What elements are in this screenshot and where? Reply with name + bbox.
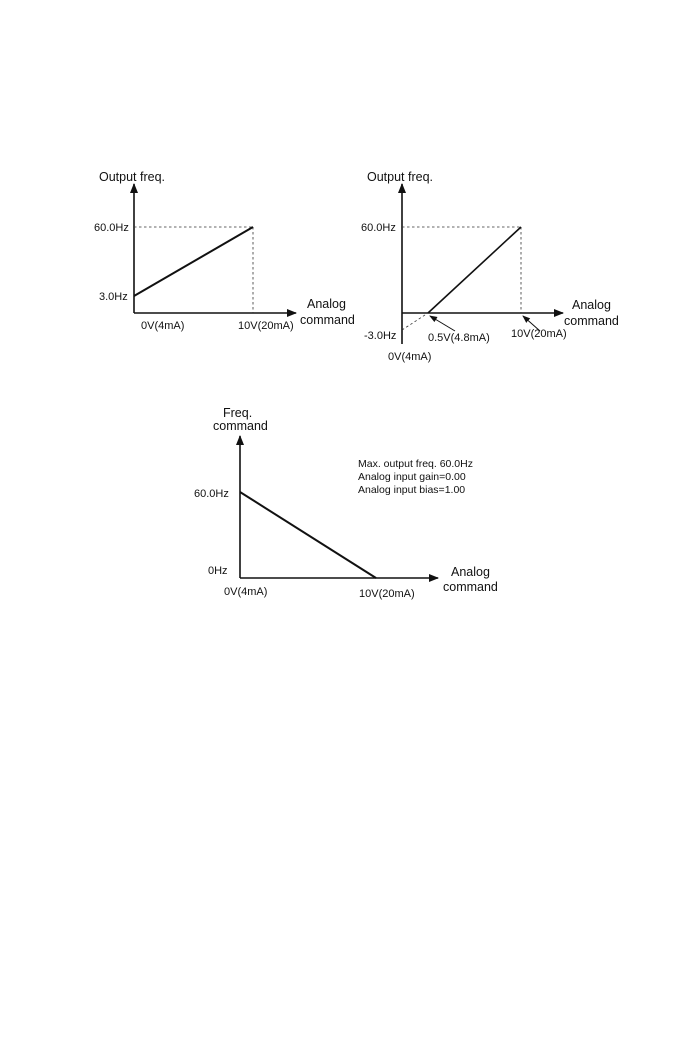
graph-c-x-axis-title-2: command — [443, 580, 498, 594]
graph-b-y-neg-label: -3.0Hz — [364, 330, 397, 342]
graph-c-note-bias: Analog input bias=1.00 — [358, 484, 466, 496]
graph-b-x-axis-title-1: Analog — [572, 298, 611, 312]
graph-a-y-bottom-label: 3.0Hz — [99, 291, 128, 303]
graph-c-line — [240, 492, 376, 578]
graph-c-x-axis-title-1: Analog — [451, 565, 490, 579]
graph-a-line — [134, 227, 253, 296]
graph-c-x-start-label: 0V(4mA) — [224, 586, 268, 598]
graph-b-y-top-label: 60.0Hz — [361, 222, 396, 234]
graph-b-x-end-label: 10V(20mA) — [511, 328, 567, 340]
graph-a-x-start-label: 0V(4mA) — [141, 320, 185, 332]
graph-b-y-axis-title: Output freq. — [367, 170, 434, 184]
graph-c-y-axis-title-2: command — [213, 419, 268, 433]
graph-a-y-top-label: 60.0Hz — [94, 222, 129, 234]
graph-a — [94, 170, 355, 332]
graph-a-y-axis-title: Output freq. — [99, 170, 166, 184]
graph-c-y-top-label: 60.0Hz — [194, 488, 229, 500]
graph-c-note-max-freq: Max. output freq. 60.0Hz — [358, 458, 473, 470]
graph-c-note-gain: Analog input gain=0.00 — [358, 471, 466, 483]
graph-b-pointer-cross — [430, 316, 455, 331]
graph-c-y-axis-title-1: Freq. — [223, 406, 253, 420]
graph-a-x-end-label: 10V(20mA) — [238, 320, 294, 332]
graph-b-x-origin-label: 0V(4mA) — [388, 351, 432, 363]
graph-b-x-cross-label: 0.5V(4.8mA) — [428, 332, 490, 344]
graph-b-guide-negative-extension — [402, 313, 428, 330]
graph-c-x-end-label: 10V(20mA) — [359, 588, 415, 600]
graph-c-y-zero-label: 0Hz — [208, 565, 228, 577]
graph-b-line — [428, 227, 521, 313]
graph-c — [194, 406, 498, 600]
graph-b — [361, 170, 619, 363]
graph-a-x-axis-title-1: Analog — [307, 297, 346, 311]
graph-b-x-axis-title-2: command — [564, 314, 619, 328]
graph-a-x-axis-title-2: command — [300, 313, 355, 327]
